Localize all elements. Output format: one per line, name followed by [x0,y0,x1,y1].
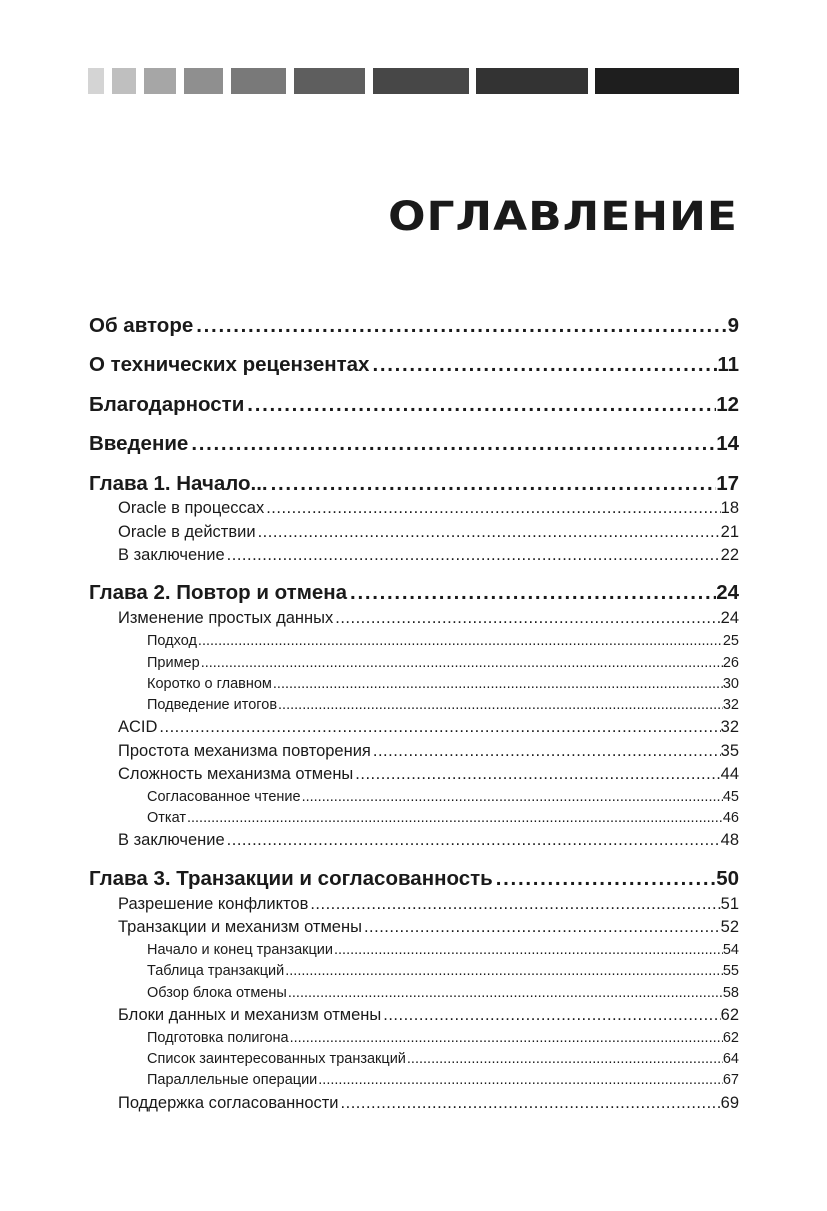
dot-leader [362,918,721,937]
toc-entry-page: 52 [720,918,739,936]
toc-entry[interactable] [118,895,739,917]
toc-entry-page: 51 [720,895,739,913]
toc-entry[interactable] [118,609,739,631]
toc-entry[interactable] [147,655,739,675]
dot-leader [277,697,723,713]
toc-entry-title: В заключение [118,546,225,564]
toc-entry-page: 9 [727,314,739,337]
toc-entry-page: 50 [716,867,739,890]
toc-entry-page: 67 [722,1072,739,1088]
toc-entry-title: Пример [147,655,200,671]
toc-entry-title: О технических рецензентах [89,353,370,376]
toc-entry-title: Об авторе [89,314,194,337]
dot-leader [193,314,727,338]
toc-entry[interactable] [118,523,739,545]
toc-entry-page: 69 [720,1094,739,1112]
dot-leader [493,867,716,891]
toc-entry-title: Таблица транзакций [147,963,285,979]
toc-entry-page: 18 [720,499,739,517]
toc-entry-page: 55 [722,963,739,979]
toc-entry[interactable] [89,581,739,609]
dot-leader [339,1094,721,1113]
page-title: ОГЛАВЛЕНИЕ [388,193,738,240]
toc-entry[interactable] [147,1072,739,1092]
toc-entry[interactable] [147,1030,739,1050]
dot-leader [287,985,723,1001]
dot-leader [333,942,723,958]
dot-leader [225,546,721,565]
toc-entry-title: Параллельные операции [147,1072,318,1088]
dot-leader [157,718,720,737]
toc-entry-page: 32 [722,697,739,713]
toc-entry[interactable] [147,810,739,830]
toc-entry-title: Введение [89,432,189,455]
dot-leader [369,353,717,377]
toc-entry-title: Список заинтересованных транзакций [147,1051,406,1067]
toc-entry-page: 11 [717,353,739,376]
dot-leader [264,499,720,518]
toc-entry[interactable] [118,718,739,740]
toc-entry-title: Oracle в процессах [118,499,265,517]
toc-entry-title: Транзакции и механизм отмены [118,918,362,936]
toc-entry[interactable] [147,633,739,653]
toc-entry-title: Oracle в действии [118,523,256,541]
toc-entry[interactable] [147,985,739,1005]
dot-leader [268,472,717,496]
toc-entry[interactable] [147,697,739,717]
toc-entry-title: Глава 3. Транзакции и согласованность [89,867,493,890]
toc-entry-title: Подход [147,633,197,649]
toc-entry-page: 35 [720,742,739,760]
toc-entry[interactable] [147,1051,739,1071]
toc-entry[interactable] [118,918,739,940]
dot-leader [347,581,716,605]
toc-entry-page: 14 [716,432,739,455]
toc-entry-page: 64 [722,1051,739,1067]
toc-entry[interactable] [147,963,739,983]
toc-entry-page: 24 [716,581,739,604]
toc-entry-title: Откат [147,810,186,826]
toc-entry-title: Начало и конец транзакции [147,942,333,958]
toc-entry[interactable] [147,676,739,696]
dot-leader [186,810,723,826]
toc-entry-title: Благодарности [89,393,245,416]
toc-entry-title: Разрешение конфликтов [118,895,309,913]
toc-entry-title: Изменение простых данных [118,609,334,627]
dot-leader [317,1072,723,1088]
dot-leader [256,523,721,542]
toc-entry-title: Блоки данных и механизм отмены [118,1006,382,1024]
dot-leader [272,676,723,692]
toc-entry-page: 22 [720,546,739,564]
dot-leader [284,963,723,979]
dot-leader [188,432,716,456]
toc-entry[interactable] [89,432,739,460]
toc-entry-page: 25 [722,633,739,649]
toc-entry-title: Сложность механизма отмены [118,765,354,783]
toc-entry[interactable] [118,765,739,787]
toc-entry-page: 45 [722,789,739,805]
toc-entry[interactable] [118,742,739,764]
toc-entry-page: 32 [720,718,739,736]
toc-entry[interactable] [118,546,739,568]
dot-leader [371,742,721,761]
toc-entry-page: 24 [720,609,739,627]
toc-entry-title: Подготовка полигона [147,1030,289,1046]
toc-entry-page: 44 [720,765,739,783]
toc-entry-page: 12 [716,393,739,416]
toc-entry-title: Поддержка согласованности [118,1094,339,1112]
toc-entry-title: В заключение [118,831,225,849]
toc-entry[interactable] [89,472,739,500]
toc-entry-page: 62 [720,1006,739,1024]
toc-entry[interactable] [118,1006,739,1028]
toc-entry-title: ACID [118,718,158,736]
dot-leader [225,831,721,850]
toc-entry[interactable] [89,393,739,421]
dot-leader [301,789,723,805]
dot-leader [381,1006,720,1025]
toc-entry-title: Глава 1. Начало... [89,472,268,495]
toc-entry[interactable] [118,499,739,521]
toc-entry-title: Подведение итогов [147,697,278,713]
toc-entry[interactable] [147,789,739,809]
dot-leader [289,1030,723,1046]
toc-entry[interactable] [89,867,739,895]
toc-entry-title: Коротко о главном [147,676,272,692]
toc-entry[interactable] [118,831,739,853]
dot-leader [333,609,720,628]
toc-entry[interactable] [89,314,739,342]
dot-leader [197,633,723,649]
dot-leader [244,393,716,417]
toc-entry-page: 58 [722,985,739,1001]
toc-entry-page: 62 [722,1030,739,1046]
dot-leader [406,1051,723,1067]
toc-entry-page: 17 [716,472,739,495]
dot-leader [308,895,720,914]
toc-entry-page: 46 [722,810,739,826]
toc-entry-title: Простота механизма повторения [118,742,371,760]
toc-entry-page: 54 [722,942,739,958]
toc-entry-title: Обзор блока отмены [147,985,287,1001]
toc-entry[interactable] [147,942,739,962]
toc-entry-page: 48 [720,831,739,849]
toc-entry-page: 21 [720,523,739,541]
toc-entry-page: 30 [722,676,739,692]
toc-entry-title: Глава 2. Повтор и отмена [89,581,348,604]
toc-entry[interactable] [118,1094,739,1116]
toc-entry[interactable] [89,353,739,381]
dot-leader [200,655,723,671]
toc-entry-page: 26 [722,655,739,671]
dot-leader [353,765,720,784]
toc-entry-title: Согласованное чтение [147,789,301,805]
